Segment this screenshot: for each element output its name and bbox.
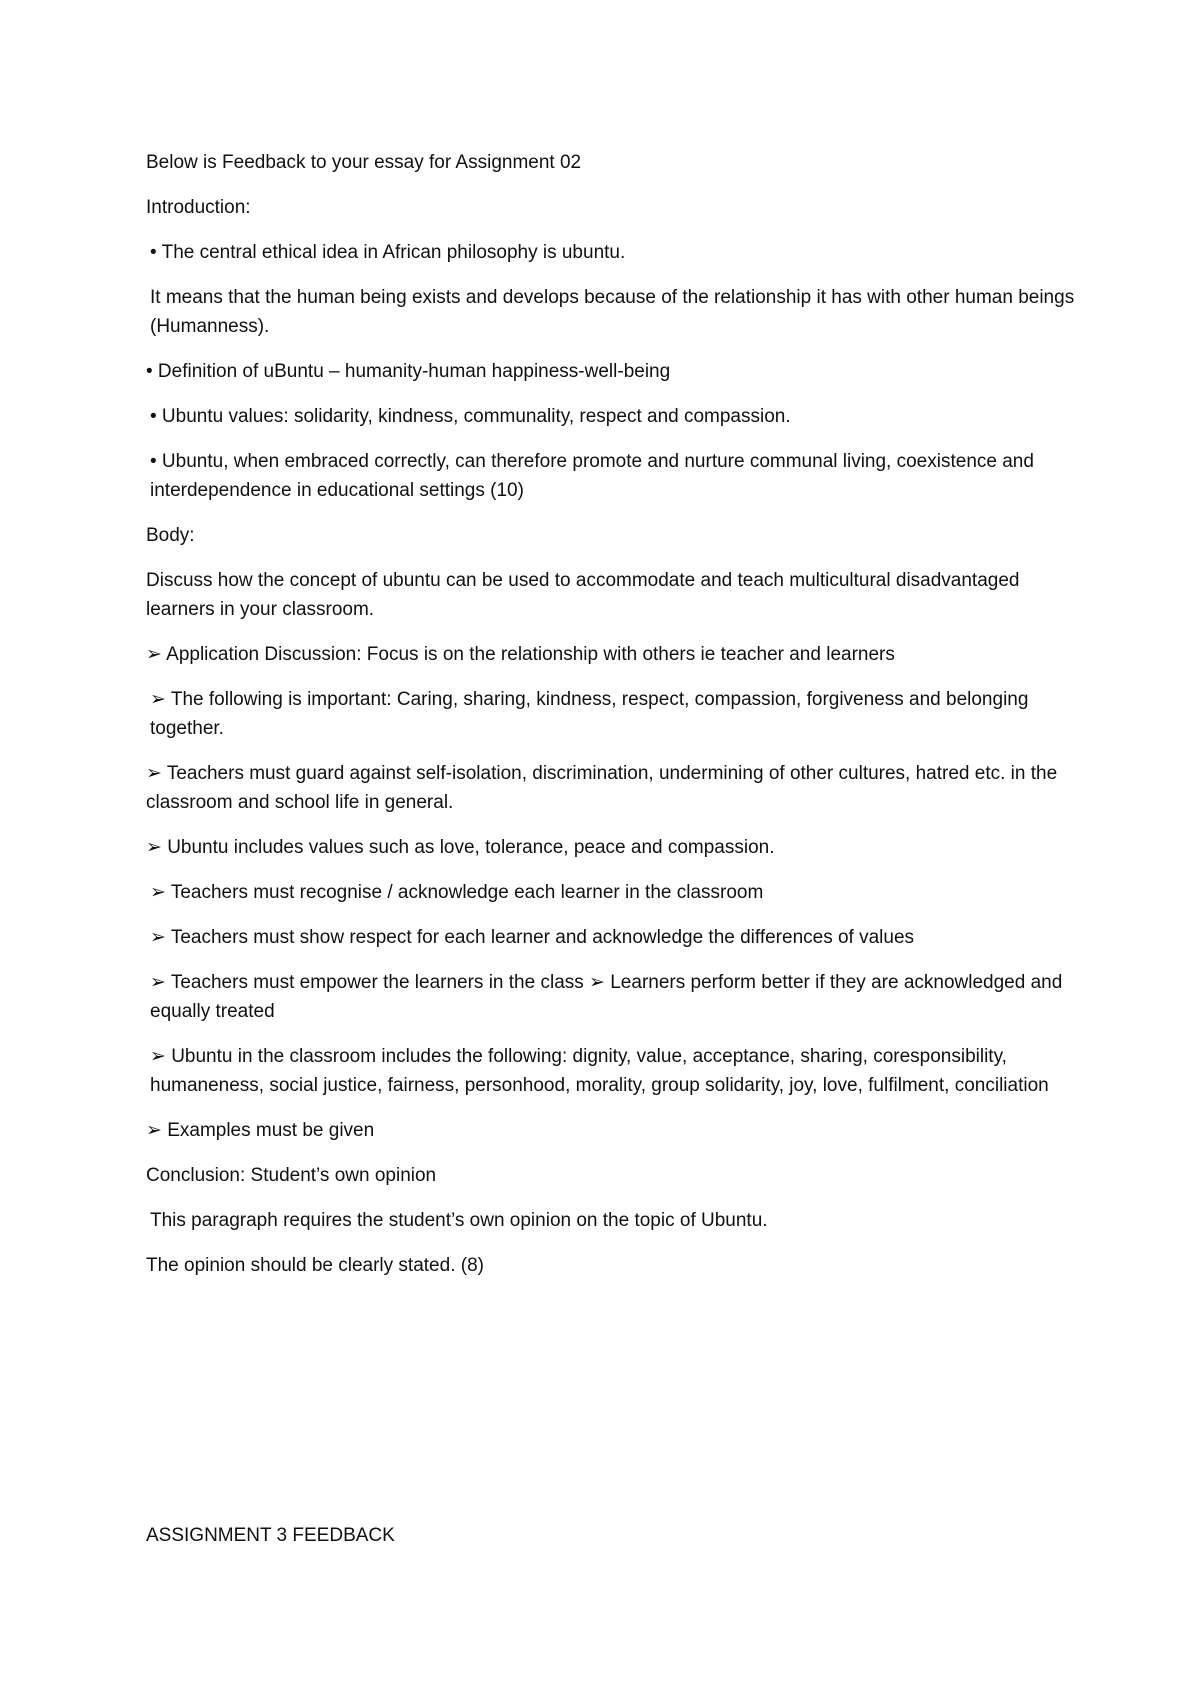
conclusion-item: The opinion should be clearly stated. (8) <box>146 1255 484 1276</box>
intro-item: • Ubuntu, when embraced correctly, can therefore promote and nurture communal living, coexistence and interdependence in educational settings (10) <box>150 451 1034 501</box>
intro-item: • The central ethical idea in African philosophy is ubuntu. <box>150 242 626 263</box>
intro-item: • Ubuntu values: solidarity, kindness, communality, respect and compassion. <box>150 406 791 427</box>
body-item: ➢ Ubuntu includes values such as love, tolerance, peace and compassion. <box>146 837 775 858</box>
document-content <box>146 148 1076 1296</box>
conclusion-heading: Conclusion: Student’s own opinion <box>146 1165 437 1186</box>
body-item: ➢ Teachers must guard against self-isolation, discrimination, undermining of other cultures, hatred etc. in the classroom and school life in general. <box>146 763 1058 813</box>
body-item: ➢ The following is important: Caring, sharing, kindness, respect, compassion, forgiveness and belonging together. <box>150 689 1029 739</box>
intro-heading: Introduction: <box>146 197 251 218</box>
document-title: Below is Feedback to your essay for Assignment 02 <box>146 152 582 173</box>
body-prompt: Discuss how the concept of ubuntu can be used to accommodate and teach multicultural disadvantaged learners in your classroom. <box>146 570 1020 620</box>
body-item: ➢ Teachers must empower the learners in the class ➢ Learners perform better if they are acknowledged and equally treated <box>150 972 1063 1022</box>
body-item: ➢ Teachers must recognise / acknowledge each learner in the classroom <box>150 882 764 903</box>
conclusion-item: This paragraph requires the student’s own opinion on the topic of Ubuntu. <box>150 1210 768 1231</box>
body-item: ➢ Examples must be given <box>146 1120 375 1141</box>
intro-item: It means that the human being exists and develops because of the relationship it has with other human beings (Humanness). <box>150 287 1075 337</box>
body-item: ➢ Teachers must show respect for each learner and acknowledge the differences of values <box>150 927 915 948</box>
intro-item: • Definition of uBuntu – humanity-human happiness-well-being <box>146 361 671 382</box>
body-item: ➢ Application Discussion: Focus is on the relationship with others ie teacher and learners <box>146 644 895 665</box>
body-item: ➢ Ubuntu in the classroom includes the following: dignity, value, acceptance, sharing, coresponsibility, humaneness, social justice, fairness, personhood, morality, group solidarity, joy, love, fulfilment, conciliation <box>150 1046 1049 1096</box>
body-heading: Body: <box>146 525 195 546</box>
footer-heading: ASSIGNMENT 3 FEEDBACK <box>146 1525 395 1546</box>
